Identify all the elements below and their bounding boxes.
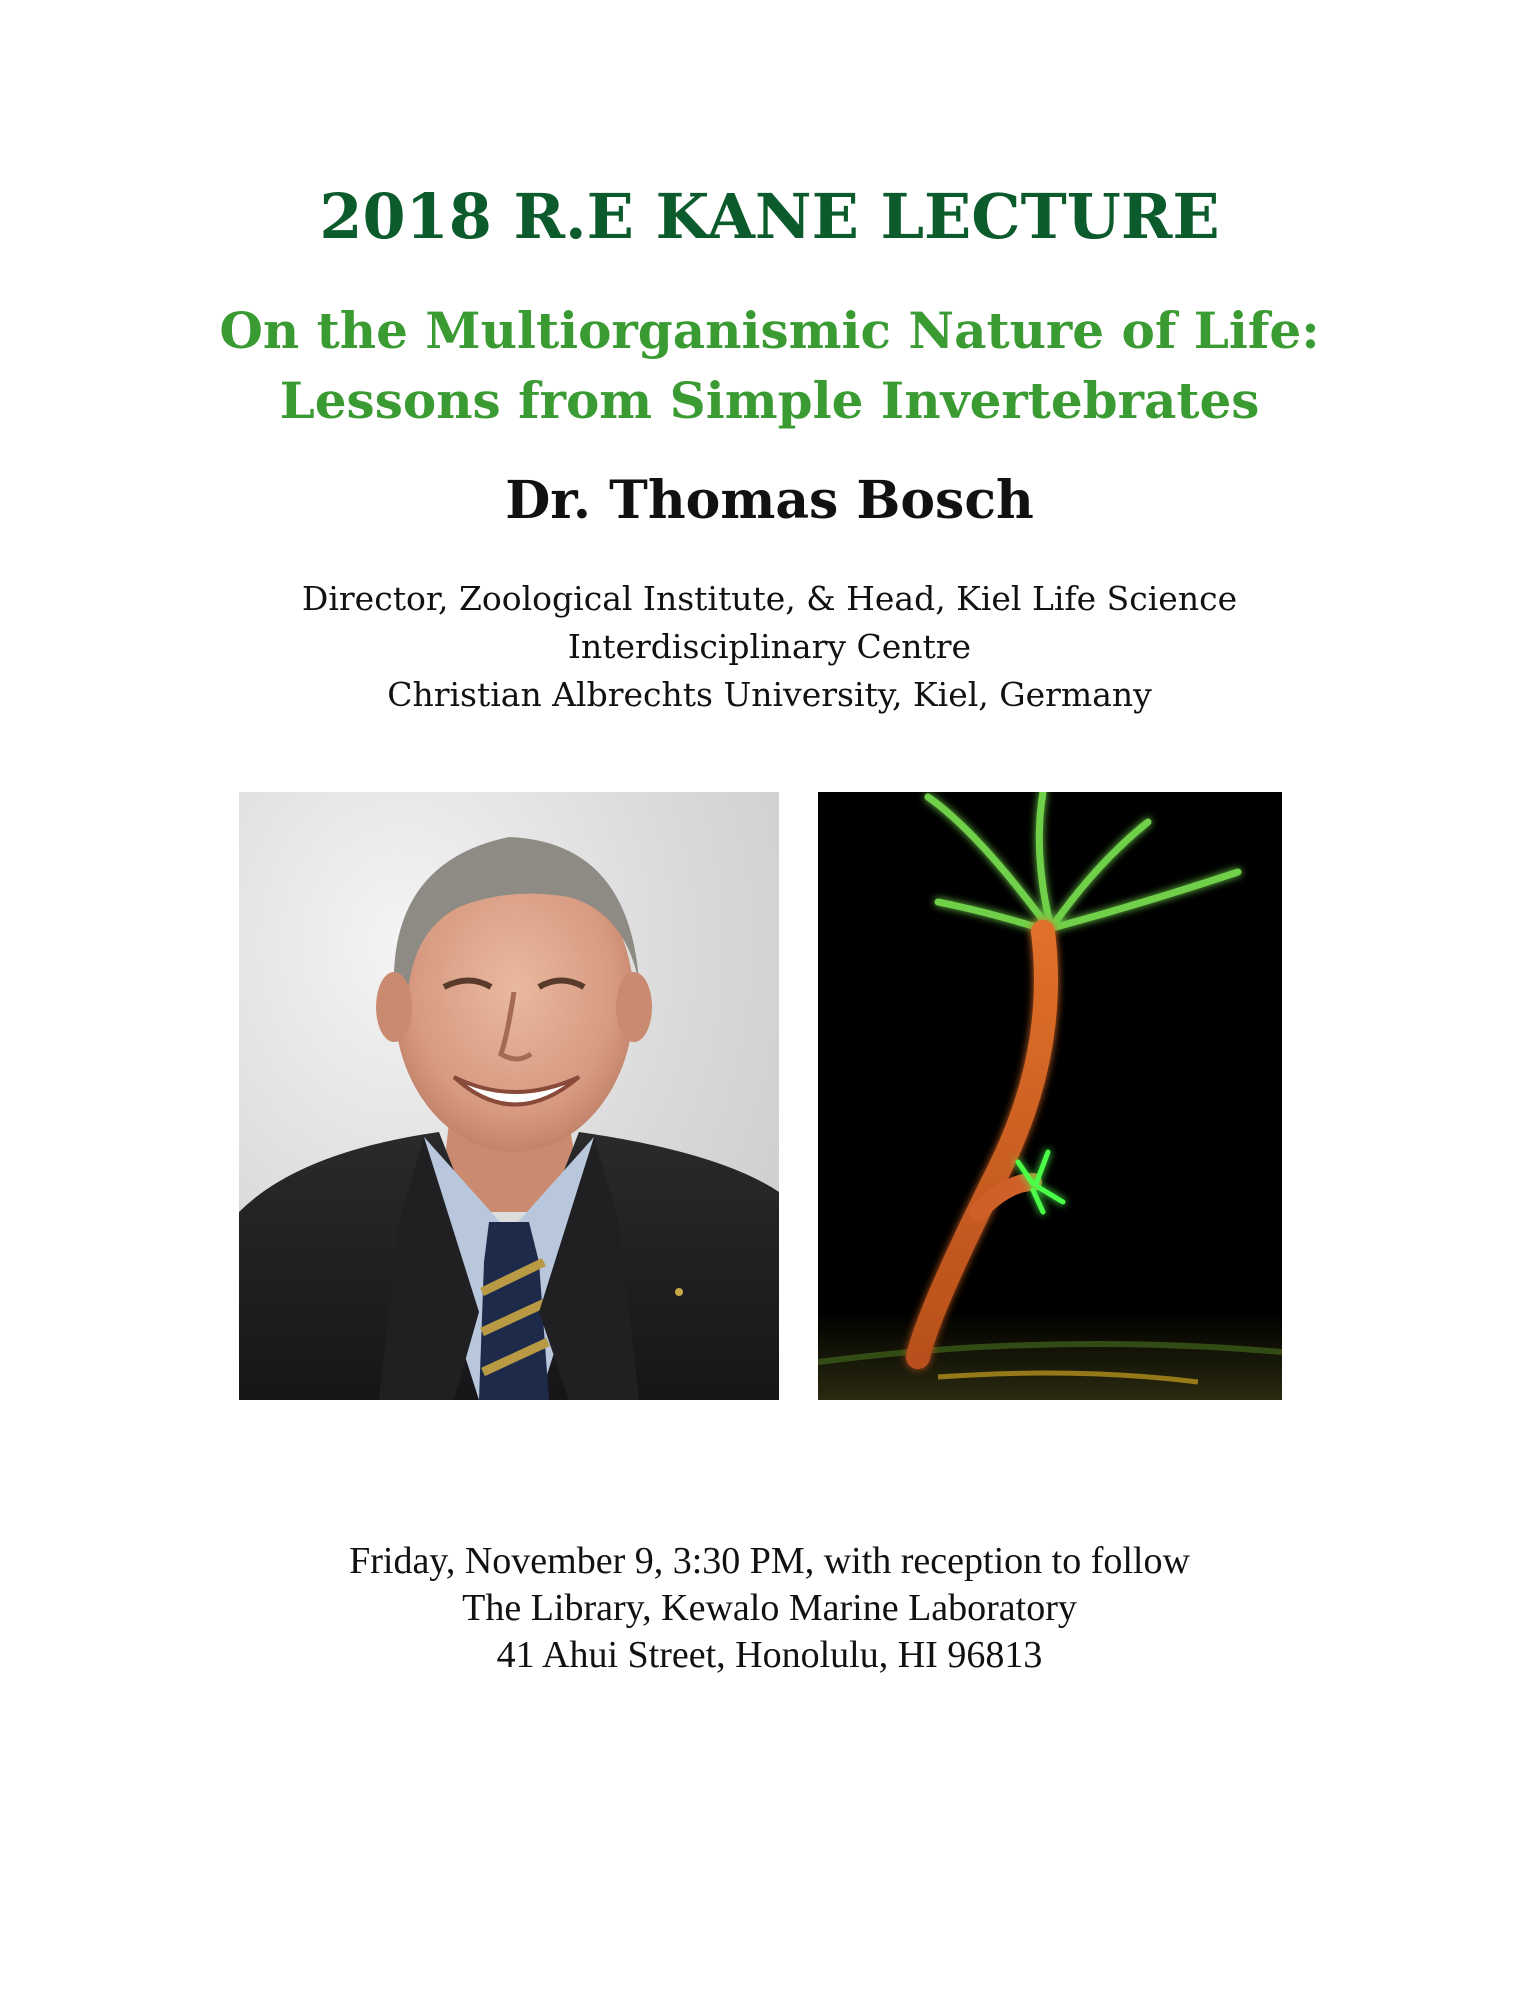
- lecture-subtitle: [0, 296, 1539, 436]
- subtitle-line-2: Lessons from Simple Invertebrates: [279, 371, 1260, 430]
- affiliation-line-2: Interdisciplinary Centre: [567, 627, 972, 666]
- event-venue: The Library, Kewalo Marine Laboratory: [462, 1587, 1077, 1629]
- subtitle-line-1: On the Multiorganismic Nature of Life:: [219, 301, 1320, 360]
- event-address: 41 Ahui Street, Honolulu, HI 96813: [496, 1634, 1043, 1676]
- lecture-title: 2018 R.E KANE LECTURE: [319, 180, 1220, 253]
- event-date-time: Friday, November 9, 3:30 PM, with reception to follow: [349, 1540, 1190, 1582]
- event-details: [0, 1538, 1539, 1679]
- speaker-portrait: [239, 792, 779, 1400]
- hydra-fluorescence-image: [818, 792, 1282, 1400]
- affiliation-line-1: Director, Zoological Institute, & Head, Kiel Life Science: [301, 579, 1238, 618]
- speaker-affiliation: [0, 575, 1539, 719]
- hydra-illustration: [818, 792, 1282, 1400]
- speaker-portrait-illustration: [239, 792, 779, 1400]
- speaker-name: Dr. Thomas Bosch: [505, 470, 1034, 531]
- affiliation-line-3: Christian Albrechts University, Kiel, Germany: [387, 675, 1152, 714]
